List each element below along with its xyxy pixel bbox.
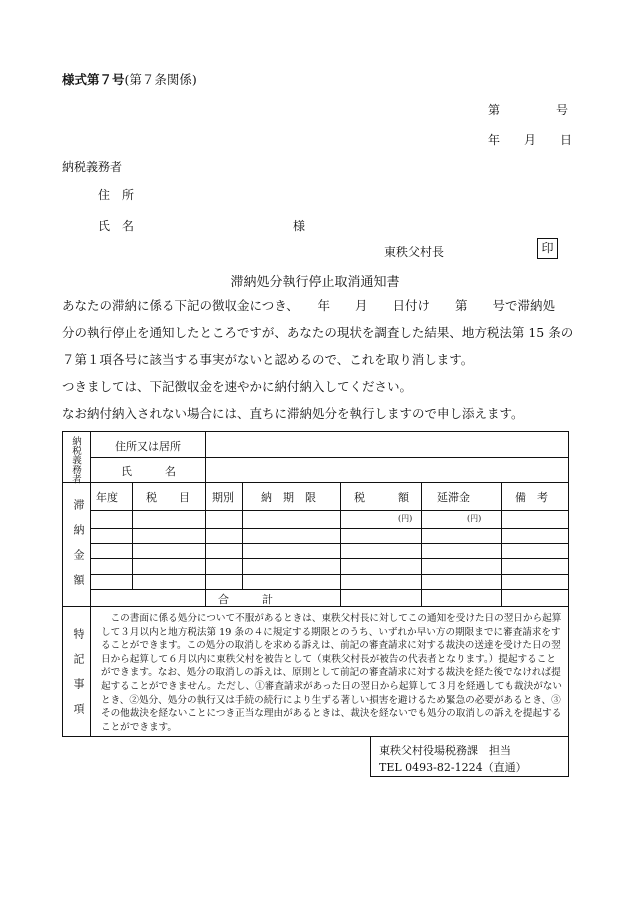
- col-divider: [421, 482, 422, 606]
- col-divider: [501, 482, 502, 606]
- unit-yen-tax: (円): [398, 514, 413, 523]
- section-divider: [63, 482, 569, 483]
- col-late-fee: 延滞金: [437, 491, 470, 504]
- date-month: 月: [524, 133, 537, 147]
- body-paragraph-1-line-2: 分の執行停止を通知したところですが、あなたの現状を調査した結果、地方税法第 15 条の: [62, 325, 574, 340]
- number-go: 号: [556, 103, 569, 117]
- date-day: 日: [560, 133, 573, 147]
- document-number: [488, 101, 568, 118]
- special-notes-vertical-label: 特記事項: [72, 628, 85, 728]
- col-period: 期別: [212, 491, 234, 504]
- col-divider: [132, 482, 133, 590]
- arrears-vertical-label: 滞納金額: [72, 499, 85, 599]
- col-divider: [242, 482, 243, 590]
- body-paragraph-3: なお納付納入されない場合には、直ちに滞納処分を執行しますので申し添えます。: [62, 406, 524, 421]
- col-tax-item: 税 目: [146, 491, 190, 504]
- row-divider: [90, 457, 569, 458]
- table-name-label: 氏 名: [121, 465, 176, 478]
- date-year: 年: [488, 133, 501, 147]
- unit-yen-late-fee: (円): [467, 514, 482, 523]
- document-title: 滞納処分執行停止取消通知書: [230, 275, 400, 290]
- row-divider: [90, 510, 569, 511]
- row-divider: [90, 574, 569, 575]
- total-label: 合 計: [218, 593, 273, 606]
- sender-mayor: 東秩父村長: [384, 245, 445, 259]
- address-or-residence-label: 住所又は居所: [115, 440, 181, 453]
- honorific-sama: 様: [293, 219, 306, 233]
- row-divider: [90, 558, 569, 559]
- name-label: 氏名: [98, 219, 147, 233]
- row-divider: [90, 528, 569, 529]
- contact-department: 東秩父村役場税務課 担当: [379, 744, 511, 757]
- row-divider: [90, 589, 569, 590]
- col-tax-amount: 税 額: [354, 491, 409, 504]
- issue-date: [488, 131, 572, 148]
- address-label: 住所: [98, 188, 147, 202]
- body-paragraph-2: つきましては、下記徴収金を速やかに納付納入してください。: [62, 379, 413, 394]
- special-notes-text: この書面に係る処分について不服があるときは、東秩父村長に対してこの通知を受けた日の翌日から起算して３月以内と地方税法第 19 条の４に規定する期限とのうち、いずれか早い方の期限までに審査請求をすることができます。この処分の取消しを求める訴えは、前記の審査請求に対する裁決の送達を受けた日の翌日から起算して６月以内に東秩父村を被告として（東秩父村長が被告の代表者となります。）提起することができます。なお、処分の取消しの訴えは、原則として前記の審査請求に対する裁決を経た後でなければ提起することができません。ただし、①審査請求があった日の翌日から起算して３月を経過しても裁決がないとき、②処分、処分の執行又は手続の続行により生ずる著しい損害を避けるため緊急の必要があるとき、③その他裁決を経ないことにつき正当な理由があるときは、裁決を経ないでも処分の取消しの訴えを提起することができます。: [101, 613, 562, 733]
- col-fiscal-year: 年度: [96, 491, 118, 504]
- number-dai: 第: [488, 103, 501, 117]
- body-paragraph-1-line-1: あなたの滞納に係る下記の徴収金につき、 年 月 日付け 第 号で滞納処: [62, 298, 556, 313]
- arrears-table: [62, 431, 569, 737]
- body-paragraph-1-line-3: ７第１項各号に該当する事実がないと認めるので、これを取り消します。: [62, 352, 474, 367]
- contact-telephone: TEL 0493-82-1224（直通）: [379, 761, 527, 774]
- col-divider: [340, 482, 341, 606]
- seal-stamp-box: 印: [537, 238, 558, 259]
- row-divider: [90, 543, 569, 544]
- taxpayer-label: 納税義務者: [62, 160, 123, 174]
- col-due-date: 納 期 限: [261, 491, 316, 504]
- contact-box: [370, 737, 569, 777]
- form-article-ref: (第７条関係): [124, 72, 197, 87]
- col-divider: [205, 432, 206, 482]
- special-notes-area: [63, 606, 568, 737]
- col-remarks: 備 考: [515, 491, 548, 504]
- taxpayer-vertical-label: 納税義務者: [70, 436, 81, 484]
- col-divider: [205, 482, 206, 606]
- form-number: 様式第７号(第７条関係): [62, 72, 197, 87]
